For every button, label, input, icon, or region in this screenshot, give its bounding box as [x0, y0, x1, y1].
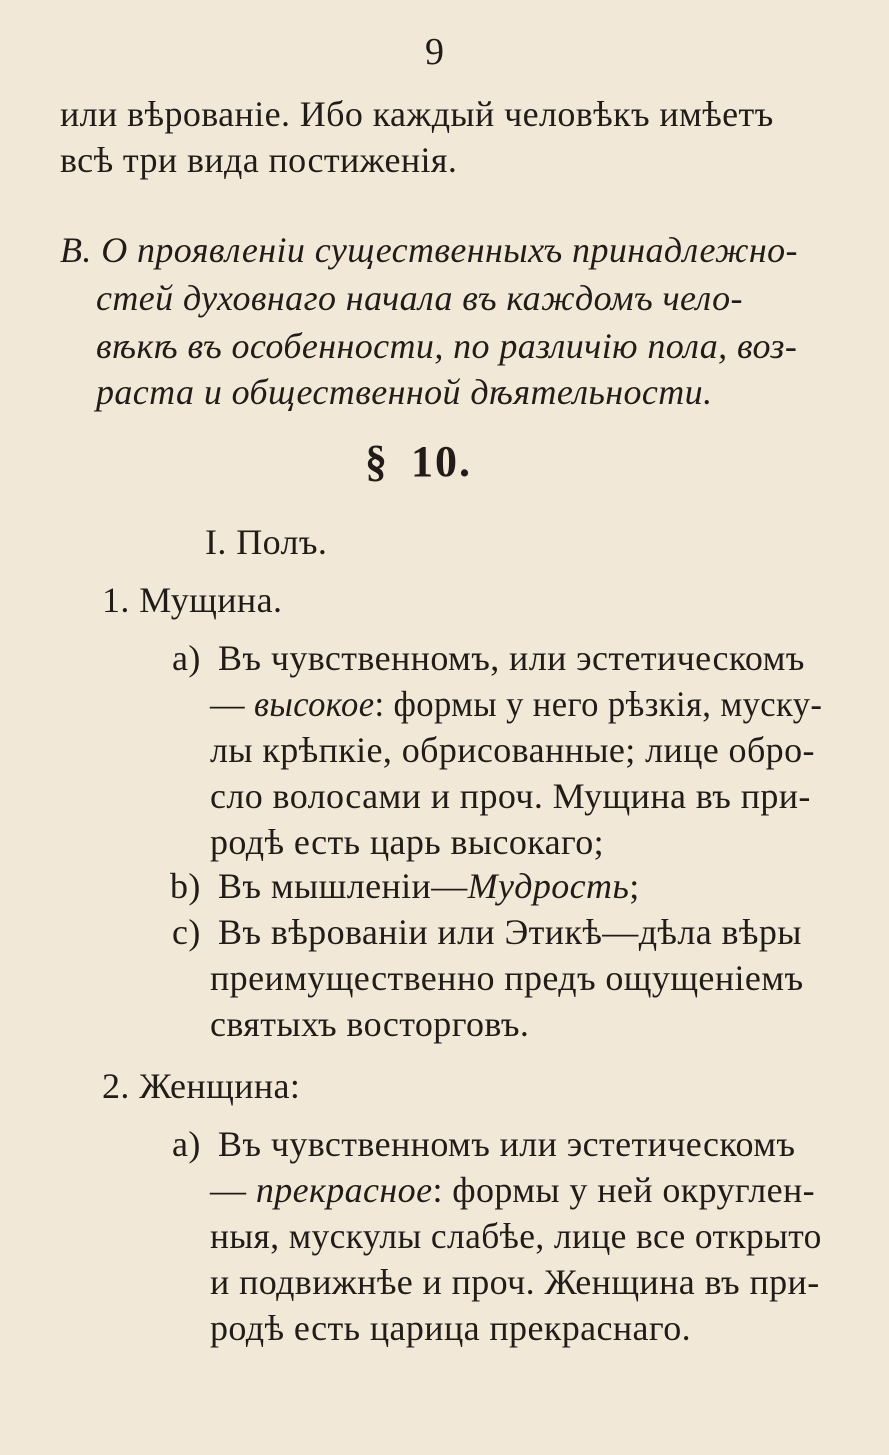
subsection-title: I. Полъ.	[205, 522, 328, 562]
item1-b-suffix: ;	[629, 866, 640, 906]
item1-b-marker: b)	[170, 866, 201, 906]
item2-a-line-4: и подвижнѣе и проч. Женщина въ при-	[210, 1262, 820, 1302]
heading-b-line-4: раста и общественной дѣятельности.	[96, 372, 713, 412]
item1-c-line-3: святыхъ восторговъ.	[210, 1004, 530, 1044]
item2-a-line-2-rest: : формы у ней округлен-	[432, 1170, 816, 1210]
item1-a-line-1: Въ чувственномъ, или эстетическомъ	[218, 638, 805, 678]
intro-line-1: или вѣрованіе. Ибо каждый человѣкъ имѣетъ	[60, 94, 774, 134]
item2-a-line-3: ныя, мускулы слабѣе, лице все открыто	[210, 1216, 822, 1256]
item1-c-line-1: Въ вѣрованіи или Этикѣ—дѣла вѣры	[218, 912, 802, 952]
dash: —	[210, 684, 245, 724]
item1-b-prefix: Въ мышленіи—	[218, 866, 468, 906]
page-number: 9	[425, 31, 445, 73]
item1-a-line-2	[210, 682, 822, 726]
intro-line-2: всѣ три вида постиженія.	[60, 140, 458, 180]
section-sign: §	[365, 437, 389, 486]
dash: —	[210, 1170, 247, 1210]
item1-b-line	[218, 864, 640, 908]
item2-title: 2. Женщина:	[102, 1066, 301, 1106]
item2-a-line-5: родѣ есть царица прекраснаго.	[210, 1308, 691, 1348]
section-number: 10.	[411, 437, 472, 486]
item1-c-marker: с)	[172, 912, 201, 952]
heading-b-line-2: стей духовнаго начала въ каждомъ чело-	[96, 278, 743, 318]
item1-c-line-2: преимущественно предъ ощущеніемъ	[210, 958, 804, 998]
item2-a-marker: а)	[172, 1124, 201, 1164]
emphasis-mudrost: Мудрость	[467, 866, 630, 906]
item2-a-line-1: Въ чувственномъ или эстетическомъ	[218, 1124, 796, 1164]
item1-a-line-2-rest: : формы у него рѣзкія, муску-	[374, 684, 823, 724]
heading-b-line-3: вѣкѣ въ особенности, по различію пола, воз-	[96, 326, 798, 366]
item1-a-line-4: сло волосами и проч. Мущина въ при-	[210, 776, 811, 816]
item2-a-line-2	[210, 1168, 815, 1212]
heading-b-line-1: B. О проявленіи существенныхъ принадлежно-	[60, 230, 798, 270]
item1-title: 1. Мущина.	[102, 580, 283, 620]
emphasis-prekrasnoe: прекрасное	[255, 1170, 433, 1210]
item1-a-line-5: родѣ есть царь высокаго;	[210, 822, 605, 862]
item1-a-marker: а)	[172, 638, 201, 678]
section-heading	[365, 437, 472, 486]
emphasis-vysokoe: высокое	[254, 684, 375, 724]
item1-a-line-3: лы крѣпкіе, обрисованные; лице обро-	[210, 730, 815, 770]
